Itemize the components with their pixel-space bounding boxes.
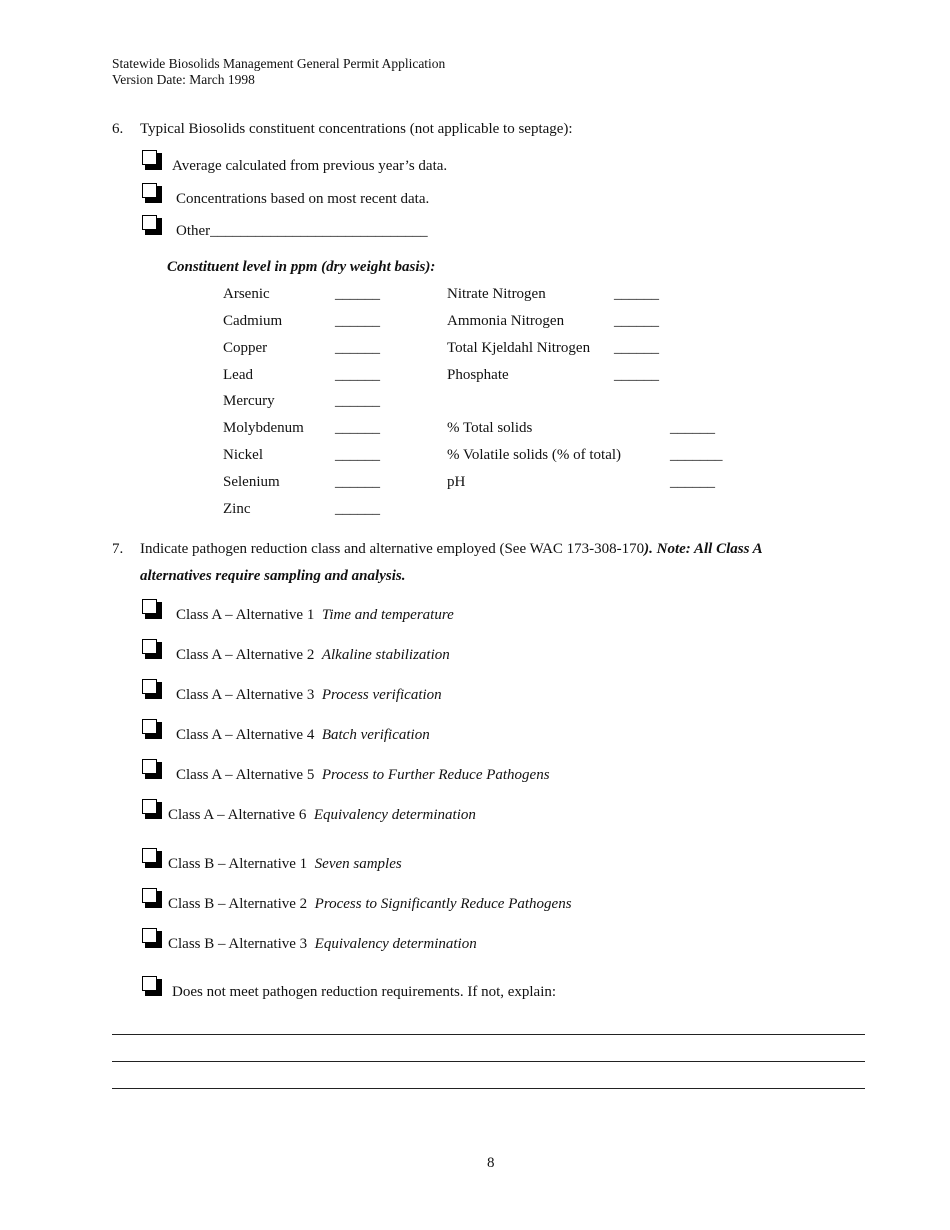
constituent-blank[interactable]: ______ (335, 474, 380, 490)
constituent-table-heading: Constituent level in ppm (dry weight basis): (167, 259, 436, 275)
checkbox-recent-data[interactable] (142, 183, 160, 201)
constituent-name: Selenium (223, 474, 280, 490)
constituent-name: Molybdenum (223, 420, 304, 436)
option-class-a-alt-4: Class A – Alternative 4 Batch verification (176, 727, 430, 743)
option-class-b-alt-1: Class B – Alternative 1 Seven samples (168, 856, 402, 872)
constituent-name: Phosphate (447, 367, 509, 383)
option-class-a-alt-5: Class A – Alternative 5 Process to Further Reduce Pathogens (176, 767, 550, 783)
constituent-name: Copper (223, 340, 268, 356)
question-7-note: ). Note: All Class A (644, 541, 763, 557)
option-class-a-alt-3: Class A – Alternative 3 Process verification (176, 687, 442, 703)
checkbox-class-b-alt-3[interactable] (142, 928, 160, 946)
option-class-a-alt-2: Class A – Alternative 2 Alkaline stabilization (176, 647, 450, 663)
constituent-blank[interactable]: ______ (335, 286, 380, 302)
checkbox-class-a-alt-2[interactable] (142, 639, 160, 657)
constituent-name: Total Kjeldahl Nitrogen (447, 340, 591, 356)
option-average-previous-year: Average calculated from previous year’s data. (172, 158, 448, 174)
constituent-blank[interactable]: ______ (614, 313, 659, 329)
constituent-name: % Total solids (447, 420, 533, 436)
checkbox-does-not-meet[interactable] (142, 976, 160, 994)
constituent-name: Mercury (223, 393, 275, 409)
explanation-line-2[interactable] (112, 1061, 865, 1062)
constituent-blank[interactable]: ______ (335, 367, 380, 383)
explanation-line-3[interactable] (112, 1088, 865, 1089)
option-class-a-alt-1: Class A – Alternative 1 Time and temperature (176, 607, 454, 623)
constituent-blank[interactable]: ______ (335, 340, 380, 356)
checkbox-class-a-alt-6[interactable] (142, 799, 160, 817)
explanation-line-1[interactable] (112, 1034, 865, 1035)
constituent-blank[interactable]: ______ (335, 313, 380, 329)
checkbox-class-a-alt-5[interactable] (142, 759, 160, 777)
constituent-blank[interactable]: ______ (614, 367, 659, 383)
document-header-title: Statewide Biosolids Management General Permit Application (112, 56, 446, 71)
question-7-text (140, 541, 763, 558)
constituent-blank[interactable]: _______ (670, 447, 723, 463)
option-class-b-alt-2: Class B – Alternative 2 Process to Significantly Reduce Pathogens (168, 896, 572, 912)
constituent-name: Nitrate Nitrogen (447, 286, 546, 302)
constituent-name: Cadmium (223, 313, 283, 329)
option-class-a-alt-6: Class A – Alternative 6 Equivalency determination (168, 807, 476, 823)
constituent-name: pH (447, 474, 466, 490)
constituent-name: Arsenic (223, 286, 270, 302)
checkbox-class-a-alt-3[interactable] (142, 679, 160, 697)
constituent-name: Lead (223, 367, 253, 383)
question-6-text: Typical Biosolids constituent concentrations (not applicable to septage): (140, 121, 573, 137)
checkbox-class-b-alt-2[interactable] (142, 888, 160, 906)
question-7-note-continued: alternatives require sampling and analysis. (140, 568, 406, 584)
question-7-number: 7. (112, 541, 124, 557)
constituent-blank[interactable]: ______ (335, 420, 380, 436)
constituent-name: Ammonia Nitrogen (447, 313, 565, 329)
constituent-blank[interactable]: ______ (335, 501, 380, 517)
constituent-blank[interactable]: ______ (335, 393, 380, 409)
option-recent-data: Concentrations based on most recent data. (176, 191, 430, 207)
constituent-name: Zinc (223, 501, 251, 517)
document-header-version: Version Date: March 1998 (112, 72, 255, 87)
constituent-blank[interactable]: ______ (670, 420, 715, 436)
constituent-blank[interactable]: ______ (335, 447, 380, 463)
question-7-instruction: Indicate pathogen reduction class and alternative employed (See WAC 173-308-170 (140, 541, 645, 557)
question-6-number: 6. (112, 121, 124, 137)
constituent-blank[interactable]: ______ (614, 286, 659, 302)
checkbox-other[interactable] (142, 215, 160, 233)
constituent-name: % Volatile solids (% of total) (447, 447, 622, 463)
constituent-name: Nickel (223, 447, 263, 463)
page-number: 8 (487, 1155, 495, 1171)
checkbox-class-b-alt-1[interactable] (142, 848, 160, 866)
constituent-blank[interactable]: ______ (670, 474, 715, 490)
checkbox-average-previous-year[interactable] (142, 150, 160, 168)
checkbox-class-a-alt-4[interactable] (142, 719, 160, 737)
constituent-blank[interactable]: ______ (614, 340, 659, 356)
option-other[interactable]: Other_____________________________ (176, 223, 428, 239)
option-does-not-meet: Does not meet pathogen reduction requirements. If not, explain: (172, 984, 557, 1000)
option-class-b-alt-3: Class B – Alternative 3 Equivalency determination (168, 936, 477, 952)
checkbox-class-a-alt-1[interactable] (142, 599, 160, 617)
